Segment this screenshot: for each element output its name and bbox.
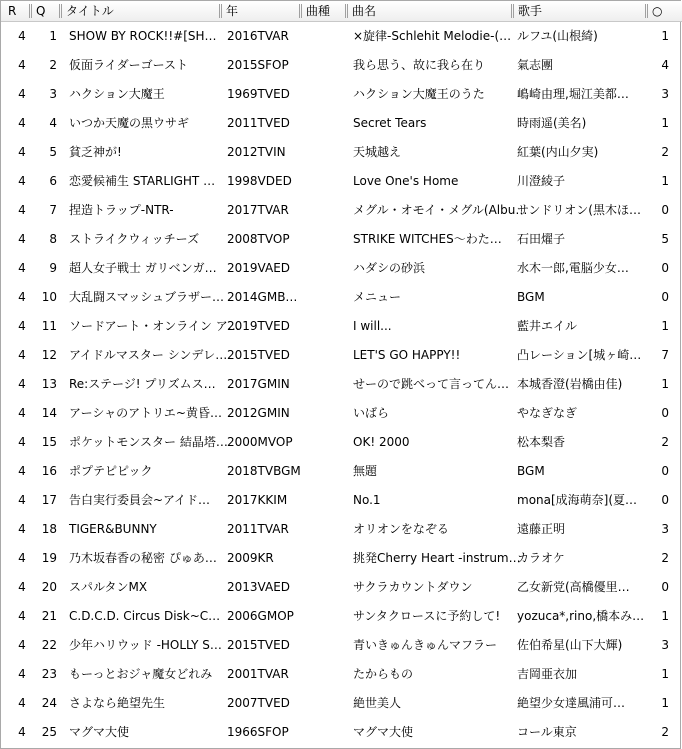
cell-r: 4 [18,464,26,478]
table-row[interactable] [1,718,682,747]
cell-year: 2016TVAR [227,29,289,43]
cell-singer: カラオケ [517,551,565,565]
cell-singer: BGM [517,464,545,478]
cell-song: 青いきゅんきゅんマフラー [353,638,498,652]
cell-song: いばら [353,406,390,420]
table-row[interactable] [1,602,682,631]
cell-score: 0 [661,493,669,507]
cell-singer: 石田燿子 [517,232,566,246]
column-resize-handle[interactable] [645,4,648,18]
column-resize-handle[interactable] [511,4,514,18]
cell-q: 15 [41,435,57,449]
cell-score: 1 [661,609,669,623]
cell-score: 1 [661,696,669,710]
grid-header [1,1,682,22]
cell-title: アイドルマスター シンデレ… [69,348,228,362]
cell-title: ポプテピピック [69,464,153,478]
cell-title: 大乱闘スマッシュブラザー… [69,290,225,304]
table-row[interactable] [1,22,682,51]
cell-q: 6 [49,174,57,188]
cell-song: ハダシの砂浜 [353,261,426,275]
cell-r: 4 [18,725,26,739]
cell-year: 2012TVIN [227,145,286,159]
cell-score: 1 [661,377,669,391]
cell-singer: 乙女新党(高橋優里… [517,580,630,594]
cell-q: 2 [49,58,57,72]
cell-title: Re:ステージ! プリズムス… [69,377,216,391]
cell-song: 天城越え [353,145,402,159]
cell-score: 0 [661,406,669,420]
cell-score: 3 [661,638,669,652]
cell-title: 告白実行委員会~アイド… [69,493,210,507]
cell-q: 19 [41,551,57,565]
cell-r: 4 [18,551,26,565]
cell-year: 2011TVAR [227,522,289,536]
cell-q: 10 [41,290,57,304]
cell-r: 4 [18,58,26,72]
cell-q: 25 [41,725,57,739]
column-header-title[interactable] [59,1,219,21]
cell-q: 1 [49,29,57,43]
cell-q: 3 [49,87,57,101]
cell-year: 2017TVAR [227,203,289,217]
cell-singer: ルフユ(山根綺) [517,29,598,43]
cell-singer: コール東京 [517,725,577,739]
cell-q: 13 [41,377,57,391]
cell-year: 2013VAED [227,580,291,594]
cell-singer: 藍井エイル [517,319,578,333]
cell-title: ポケットモンスター 結晶塔… [69,435,228,449]
cell-singer: 川澄綾子 [517,174,566,188]
cell-score: 2 [661,435,669,449]
cell-r: 4 [18,232,26,246]
cell-score: 1 [661,667,669,681]
column-header-year-label: 年 [226,4,239,18]
cell-q: 17 [41,493,57,507]
table-row[interactable] [1,486,682,515]
cell-year: 2018TVBGM [227,464,301,478]
cell-score: 1 [661,174,669,188]
table-row[interactable] [1,457,682,486]
cell-score: 3 [661,87,669,101]
column-header-score-label: ○ [652,4,663,18]
cell-singer: 吉岡亜衣加 [517,667,578,681]
cell-song: サクラカウントダウン [353,580,473,594]
table-row[interactable] [1,196,682,225]
cell-r: 4 [18,522,26,536]
cell-title: 超人女子戦士 ガリベンガ… [69,261,217,275]
table-row[interactable] [1,370,682,399]
cell-song: 挑発Cherry Heart -instrum… [353,551,521,565]
column-resize-handle[interactable] [59,4,62,18]
cell-score: 7 [661,348,669,362]
cell-title: マグマ大使 [69,725,130,739]
column-header-title-label: タイトル [66,4,114,18]
cell-singer: BGM [517,290,545,304]
cell-q: 14 [41,406,57,420]
table-row[interactable] [1,80,682,109]
cell-r: 4 [18,174,26,188]
cell-q: 22 [41,638,57,652]
cell-title: 貧乏神が! [69,145,122,159]
cell-r: 4 [18,203,26,217]
cell-year: 2006GMOP [227,609,294,623]
cell-title: 乃木坂春香の秘密 ぴゅあ… [69,551,217,565]
cell-singer: 遠藤正明 [517,522,566,536]
column-header-score[interactable] [645,1,682,21]
cell-year: 2017KKIM [227,493,288,507]
cell-q: 16 [41,464,57,478]
cell-score: 0 [661,464,669,478]
cell-year: 2012GMIN [227,406,290,420]
cell-score: 2 [661,551,669,565]
cell-song: マグマ大使 [353,725,414,739]
cell-singer: 時雨遥(美名) [517,116,587,130]
table-row[interactable] [1,544,682,573]
cell-q: 5 [49,145,57,159]
cell-singer: 絶望少女達風浦可… [517,696,626,710]
cell-score: 2 [661,145,669,159]
cell-singer: やなぎなぎ [517,406,578,420]
cell-title: 少年ハリウッド -HOLLY S… [69,638,222,652]
cell-title: アーシャのアトリエ~黄昏… [69,406,222,420]
cell-title: いつか天魔の黒ウサギ [69,116,190,130]
table-row[interactable] [1,573,682,602]
cell-song: OK! 2000 [353,435,410,449]
cell-r: 4 [18,116,26,130]
cell-year: 2011TVED [227,116,290,130]
cell-song: サンタクロースに予約して! [353,609,501,623]
table-row[interactable] [1,689,682,718]
column-header-q-label: Q [36,4,46,18]
cell-title: ソードアート・オンライン ア… [69,319,240,333]
cell-title: スパルタンMX [69,580,148,594]
cell-year: 2015TVED [227,348,290,362]
cell-year: 2007TVED [227,696,290,710]
cell-singer: 水木一郎,電脳少女… [517,261,629,275]
cell-song: オリオンをなぞる [353,522,449,536]
column-header-year[interactable] [219,1,299,21]
column-header-song-label: 曲名 [352,4,377,18]
column-header-q[interactable] [29,1,59,21]
table-row[interactable] [1,399,682,428]
cell-r: 4 [18,29,26,43]
cell-title: TIGER&BUNNY [69,522,157,536]
cell-singer: 佐伯希星(山下大輝) [517,638,623,652]
cell-score: 2 [661,725,669,739]
cell-r: 4 [18,435,26,449]
cell-year: 2000MVOP [227,435,293,449]
cell-score: 1 [661,29,669,43]
cell-year: 2015TVED [227,638,290,652]
cell-song: せーので跳べって言ってん… [353,377,510,391]
cell-singer: mona[成海萌奈](夏… [517,493,638,507]
cell-song: 無題 [353,464,378,478]
cell-r: 4 [18,696,26,710]
column-resize-handle[interactable] [219,4,222,18]
cell-q: 8 [49,232,57,246]
table-row[interactable] [1,254,682,283]
cell-singer: 紅葉(内山夕実) [517,145,599,159]
cell-song: Love One's Home [353,174,459,188]
cell-q: 9 [49,261,57,275]
cell-score: 5 [661,232,669,246]
table-row[interactable] [1,109,682,138]
cell-year: 2008TVOP [227,232,290,246]
cell-singer: 嶋崎由理,堀江美都… [517,87,629,101]
cell-score: 0 [661,203,669,217]
cell-song: LET'S GO HAPPY!! [353,348,461,362]
cell-song: I will... [353,319,392,333]
cell-q: 23 [41,667,57,681]
cell-song: たからもの [353,667,414,681]
column-header-r[interactable] [1,1,29,21]
cell-score: 3 [661,522,669,536]
cell-score: 0 [661,290,669,304]
cell-q: 21 [41,609,57,623]
cell-song: ×旋律-Schlehit Melodie-(… [353,29,512,43]
cell-song: No.1 [353,493,381,507]
cell-title: 捏造トラップ-NTR- [69,203,174,217]
column-resize-handle[interactable] [345,4,348,18]
table-row[interactable] [1,312,682,341]
cell-r: 4 [18,290,26,304]
column-resize-handle[interactable] [299,4,302,18]
cell-q: 12 [41,348,57,362]
cell-singer: 松本梨香 [517,435,566,449]
cell-title: 仮面ライダーゴースト [69,58,189,72]
table-row[interactable] [1,341,682,370]
cell-r: 4 [18,609,26,623]
cell-r: 4 [18,145,26,159]
cell-q: 4 [49,116,57,130]
cell-song: 絶世美人 [353,696,402,710]
cell-q: 11 [41,319,57,333]
table-row[interactable] [1,225,682,254]
cell-r: 4 [18,406,26,420]
table-row[interactable] [1,515,682,544]
cell-q: 20 [41,580,57,594]
cell-r: 4 [18,87,26,101]
table-row[interactable] [1,138,682,167]
cell-r: 4 [18,377,26,391]
column-header-r-label: R [8,4,17,18]
column-header-song[interactable] [345,1,511,21]
cell-r: 4 [18,667,26,681]
cell-year: 2001TVAR [227,667,289,681]
cell-title: さよなら絶望先生 [69,696,166,710]
cell-year: 1969TVED [227,87,290,101]
cell-title: 恋愛候補生 STARLIGHT … [69,174,216,188]
cell-q: 24 [41,696,57,710]
cell-r: 4 [18,319,26,333]
cell-year: 2019VAED [227,261,291,275]
cell-r: 4 [18,580,26,594]
cell-title: もーっとおジャ魔女どれみ [69,667,213,681]
cell-year: 2017GMIN [227,377,290,391]
cell-title: ストライクウィッチーズ [69,232,200,246]
cell-singer: 氣志團 [517,58,554,72]
cell-year: 1998VDED [227,174,292,188]
table-row[interactable] [1,167,682,196]
cell-year: 1966SFOP [227,725,289,739]
cell-song: メニュー [353,290,402,304]
cell-score: 1 [661,116,669,130]
table-row[interactable] [1,428,682,457]
cell-singer: 本城香澄(岩橋由佳) [517,377,623,391]
cell-year: 2019TVED [227,319,290,333]
cell-title: ハクション大魔王 [69,87,165,101]
cell-singer: yozuca*,rino,橋本み… [517,609,645,623]
cell-score: 0 [661,261,669,275]
cell-singer: 凸レーション[城ヶ崎… [517,348,642,362]
cell-song: Secret Tears [353,116,427,130]
cell-r: 4 [18,638,26,652]
cell-singer: サンドリオン(黒木ほ… [517,203,641,217]
cell-r: 4 [18,261,26,275]
cell-r: 4 [18,493,26,507]
cell-score: 0 [661,580,669,594]
column-resize-handle[interactable] [29,4,32,18]
cell-q: 18 [41,522,57,536]
cell-r: 4 [18,348,26,362]
column-header-singer[interactable] [511,1,645,21]
table-row[interactable] [1,283,682,312]
cell-q: 7 [49,203,57,217]
table-row[interactable] [1,631,682,660]
table-row[interactable] [1,51,682,80]
table-row[interactable] [1,660,682,689]
cell-title: SHOW BY ROCK!!#[SH… [69,29,217,43]
cell-title: C.D.C.D. Circus Disk~C… [69,609,221,623]
cell-score: 1 [661,319,669,333]
cell-song: STRIKE WITCHES～わた… [353,232,502,246]
cell-song: ハクション大魔王のうた [353,87,485,101]
cell-song: 我ら思う、故に我ら在り [353,58,486,72]
cell-year: 2015SFOP [227,58,289,72]
column-header-kind[interactable] [299,1,345,21]
cell-year: 2009KR [227,551,274,565]
column-header-singer-label: 歌手 [518,4,543,18]
column-header-kind-label: 曲種 [306,4,331,18]
cell-song: メグル・オモイ・メグル(Albu… [353,203,528,217]
cell-score: 4 [661,58,669,72]
cell-year: 2014GMB… [227,290,298,304]
